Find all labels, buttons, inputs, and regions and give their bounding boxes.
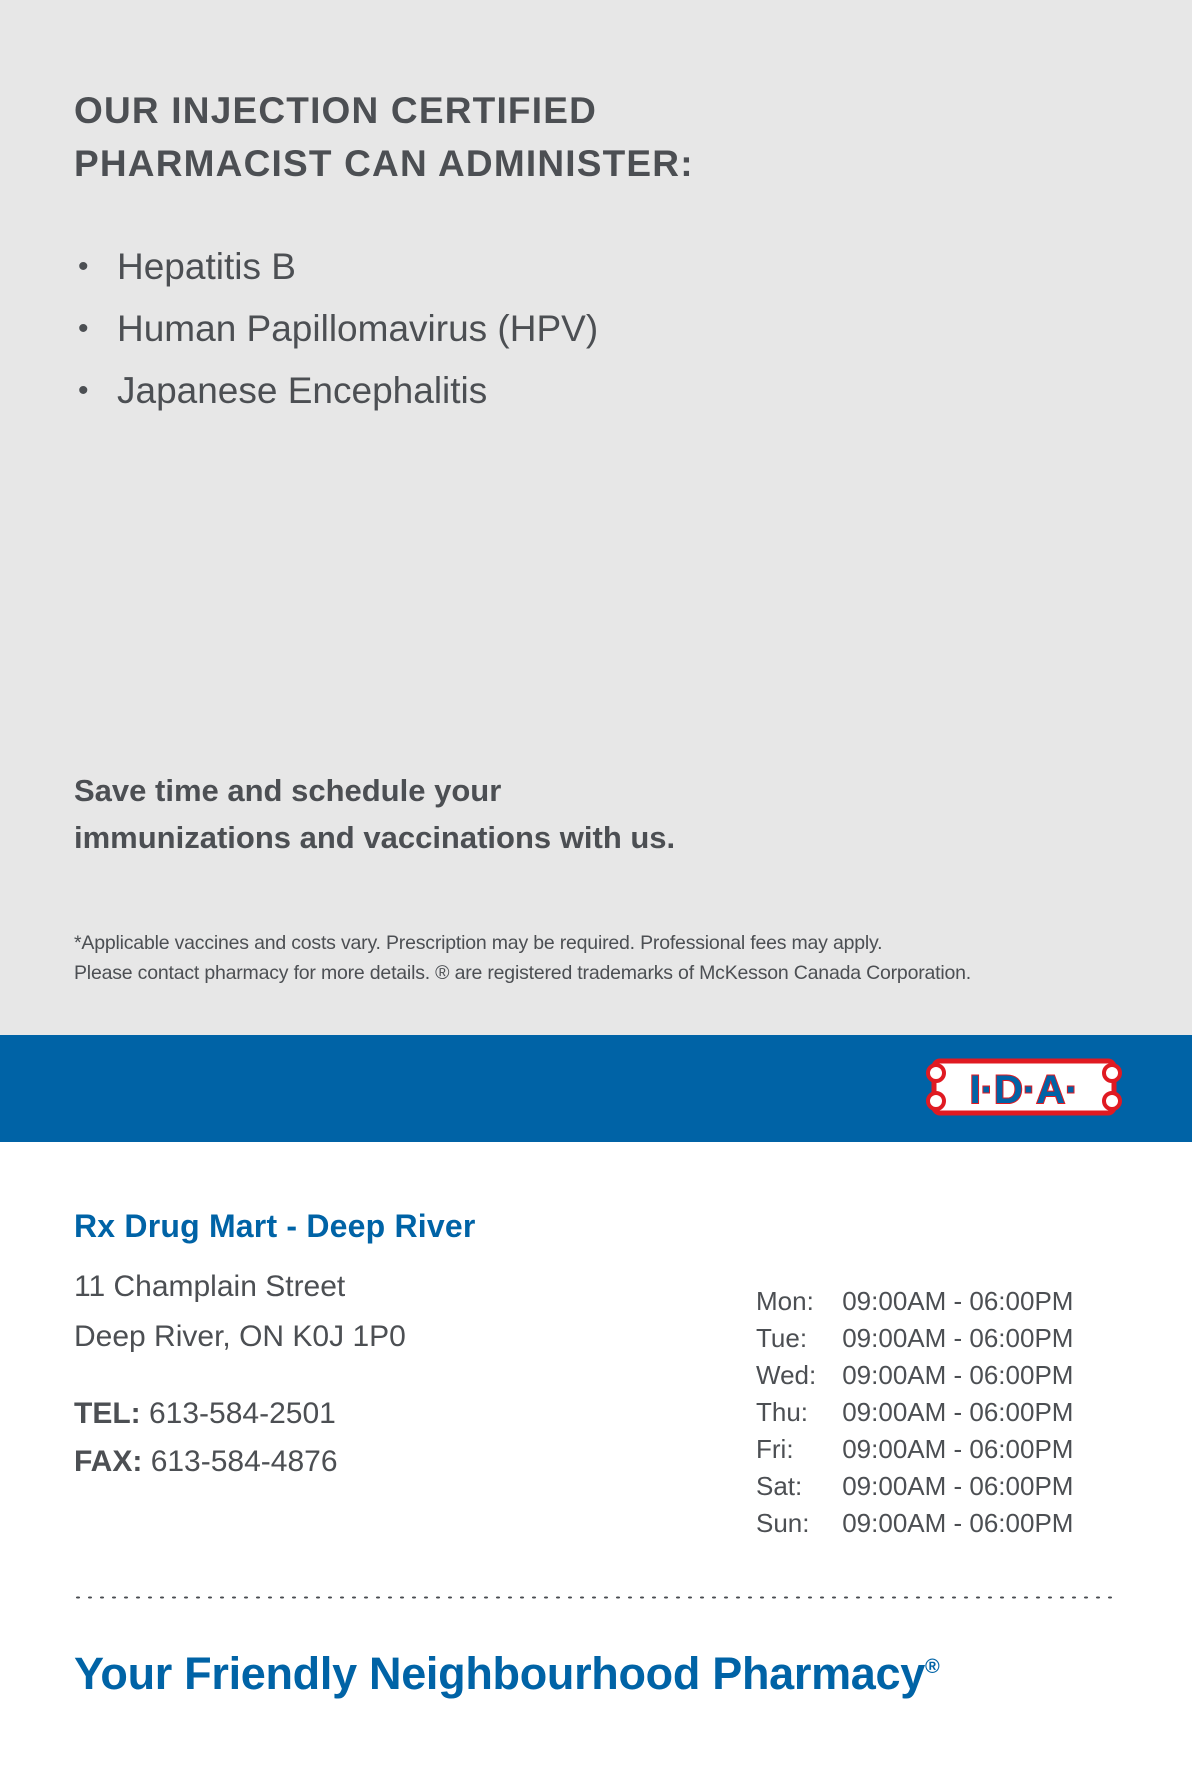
headline-line-1: OUR INJECTION CERTIFIED: [74, 90, 598, 131]
table-row: [756, 1505, 1073, 1542]
disclaimer-line-1: *Applicable vaccines and costs vary. Prescription may be required. Professional fees may apply.: [74, 932, 883, 954]
hours-day: Sat:: [756, 1471, 803, 1501]
registered-mark: ®: [924, 1656, 940, 1678]
hours-day: Tue:: [756, 1323, 808, 1353]
hours-time: 09:00AM - 06:00PM: [842, 1471, 1074, 1501]
vaccine-list: [74, 236, 974, 422]
list-item: • Japanese Encephalitis: [74, 360, 974, 422]
list-item: • Human Papillomavirus (HPV): [74, 298, 974, 360]
tagline-text: Your Friendly Neighbourhood Pharmacy: [74, 1648, 925, 1699]
footer-tagline: [74, 1648, 939, 1700]
cta-line-1: Save time and schedule your: [74, 773, 502, 808]
cta-line-2: immunizations and vaccinations with us.: [74, 819, 676, 855]
table-row: [756, 1394, 1073, 1431]
brand-band: [0, 1035, 1192, 1142]
address-line-1: 11 Champlain Street: [74, 1270, 346, 1303]
hours-time: 09:00AM - 06:00PM: [842, 1508, 1074, 1538]
hours-time: 09:00AM - 06:00PM: [842, 1397, 1074, 1427]
disclaimer-line-2: Please contact pharmacy for more details. ® are registered trademarks of McKesson Canada Corporation.: [74, 962, 972, 985]
fax-row: [74, 1438, 338, 1486]
table-row: [756, 1357, 1073, 1394]
store-address: [74, 1262, 406, 1362]
telephone-row: [74, 1390, 338, 1438]
hours-day: Thu:: [756, 1397, 809, 1427]
hours-day: Mon:: [756, 1286, 814, 1316]
telephone-value: 613-584-2501: [149, 1397, 336, 1430]
table-row: [756, 1431, 1073, 1468]
fax-value: 613-584-4876: [150, 1445, 338, 1478]
dotted-divider: [72, 1592, 1120, 1599]
svg-text:I·D·A·: I·D·A·: [969, 1068, 1079, 1112]
telephone-label: TEL:: [74, 1397, 141, 1430]
store-name: Rx Drug Mart - Deep River: [74, 1208, 476, 1244]
hours-time: 09:00AM - 06:00PM: [842, 1360, 1074, 1390]
disclaimer-text: [74, 928, 1129, 988]
headline-line-2: PHARMACIST CAN ADMINISTER:: [74, 142, 694, 184]
store-contact: [74, 1390, 338, 1486]
hours-time: 09:00AM - 06:00PM: [842, 1323, 1074, 1353]
hours-day: Fri:: [756, 1434, 794, 1464]
hours-time: 09:00AM - 06:00PM: [842, 1434, 1074, 1464]
ida-logo: [926, 1053, 1122, 1121]
list-item: • Hepatitis B: [74, 236, 974, 298]
fax-label: FAX:: [74, 1445, 143, 1478]
table-row: [756, 1283, 1073, 1320]
table-row: [756, 1320, 1073, 1357]
hours-day: Wed:: [756, 1360, 817, 1390]
call-to-action-text: [74, 768, 934, 861]
page-title: [74, 85, 934, 190]
hours-table: [756, 1283, 1073, 1542]
address-line-2: Deep River, ON K0J 1P0: [74, 1320, 406, 1353]
hours-day: Sun:: [756, 1508, 810, 1538]
table-row: [756, 1468, 1073, 1505]
hours-time: 09:00AM - 06:00PM: [842, 1286, 1074, 1316]
